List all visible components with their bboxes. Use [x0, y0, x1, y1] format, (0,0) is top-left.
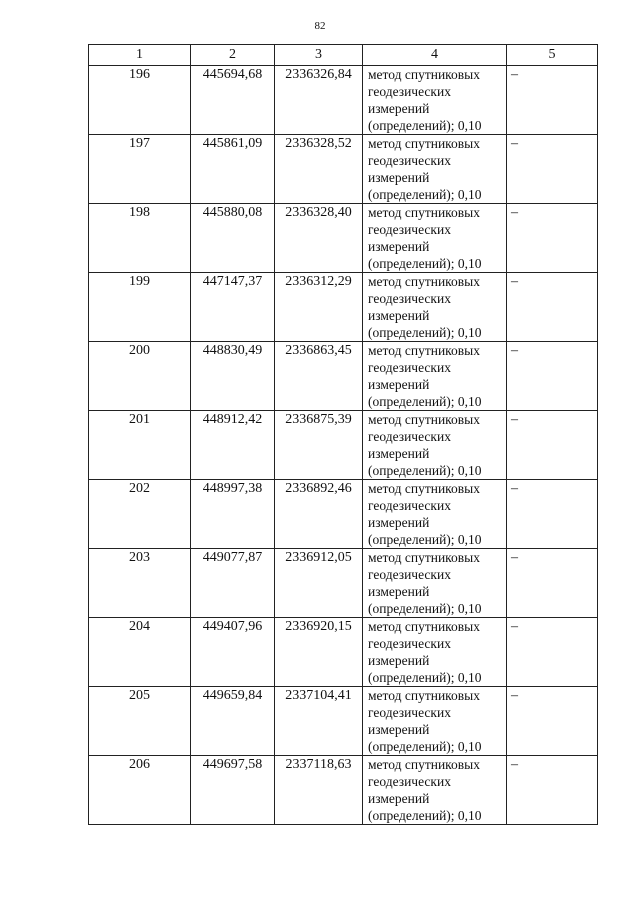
point-number-cell: 206 [89, 756, 191, 825]
method-cell: метод спутниковых геодезических измерений (определений); 0,10 [363, 687, 507, 756]
y-coordinate-cell: 2336920,15 [275, 618, 363, 687]
x-coordinate-cell: 448912,42 [191, 411, 275, 480]
x-coordinate-cell: 445694,68 [191, 66, 275, 135]
point-number-cell: 200 [89, 342, 191, 411]
note-cell: – [507, 342, 598, 411]
note-cell: – [507, 411, 598, 480]
note-cell: – [507, 273, 598, 342]
page-number: 82 [314, 20, 326, 32]
method-cell: метод спутниковых геодезических измерений (определений); 0,10 [363, 135, 507, 204]
y-coordinate-cell: 2336326,84 [275, 66, 363, 135]
point-number-cell: 199 [89, 273, 191, 342]
x-coordinate-cell: 449659,84 [191, 687, 275, 756]
point-number-cell: 198 [89, 204, 191, 273]
x-coordinate-cell: 449697,58 [191, 756, 275, 825]
column-header-3: 3 [275, 45, 363, 66]
coordinates-table [88, 44, 598, 825]
note-cell: – [507, 687, 598, 756]
point-number-cell: 205 [89, 687, 191, 756]
x-coordinate-cell: 447147,37 [191, 273, 275, 342]
y-coordinate-cell: 2337104,41 [275, 687, 363, 756]
method-cell: метод спутниковых геодезических измерений (определений); 0,10 [363, 273, 507, 342]
x-coordinate-cell: 449407,96 [191, 618, 275, 687]
method-cell: метод спутниковых геодезических измерений (определений); 0,10 [363, 411, 507, 480]
y-coordinate-cell: 2336328,40 [275, 204, 363, 273]
point-number-cell: 204 [89, 618, 191, 687]
point-number-cell: 203 [89, 549, 191, 618]
y-coordinate-cell: 2336863,45 [275, 342, 363, 411]
table-row [89, 273, 598, 342]
note-cell: – [507, 756, 598, 825]
table-row [89, 756, 598, 825]
column-header-2: 2 [191, 45, 275, 66]
point-number-cell: 201 [89, 411, 191, 480]
table-row [89, 618, 598, 687]
table-row [89, 204, 598, 273]
point-number-cell: 196 [89, 66, 191, 135]
method-cell: метод спутниковых геодезических измерений (определений); 0,10 [363, 204, 507, 273]
x-coordinate-cell: 448830,49 [191, 342, 275, 411]
column-header-4: 4 [363, 45, 507, 66]
note-cell: – [507, 204, 598, 273]
table-row [89, 411, 598, 480]
table-row [89, 549, 598, 618]
table-row [89, 687, 598, 756]
table-row [89, 135, 598, 204]
table-row [89, 66, 598, 135]
x-coordinate-cell: 448997,38 [191, 480, 275, 549]
y-coordinate-cell: 2337118,63 [275, 756, 363, 825]
point-number-cell: 202 [89, 480, 191, 549]
table-header-row [89, 45, 598, 66]
y-coordinate-cell: 2336312,29 [275, 273, 363, 342]
x-coordinate-cell: 449077,87 [191, 549, 275, 618]
point-number-cell: 197 [89, 135, 191, 204]
note-cell: – [507, 66, 598, 135]
method-cell: метод спутниковых геодезических измерений (определений); 0,10 [363, 480, 507, 549]
method-cell: метод спутниковых геодезических измерений (определений); 0,10 [363, 342, 507, 411]
method-cell: метод спутниковых геодезических измерений (определений); 0,10 [363, 549, 507, 618]
note-cell: – [507, 549, 598, 618]
table-row [89, 342, 598, 411]
column-header-5: 5 [507, 45, 598, 66]
table-row [89, 480, 598, 549]
y-coordinate-cell: 2336875,39 [275, 411, 363, 480]
y-coordinate-cell: 2336912,05 [275, 549, 363, 618]
y-coordinate-cell: 2336892,46 [275, 480, 363, 549]
x-coordinate-cell: 445861,09 [191, 135, 275, 204]
method-cell: метод спутниковых геодезических измерений (определений); 0,10 [363, 618, 507, 687]
method-cell: метод спутниковых геодезических измерений (определений); 0,10 [363, 66, 507, 135]
note-cell: – [507, 618, 598, 687]
y-coordinate-cell: 2336328,52 [275, 135, 363, 204]
note-cell: – [507, 135, 598, 204]
note-cell: – [507, 480, 598, 549]
method-cell: метод спутниковых геодезических измерений (определений); 0,10 [363, 756, 507, 825]
x-coordinate-cell: 445880,08 [191, 204, 275, 273]
column-header-1: 1 [89, 45, 191, 66]
